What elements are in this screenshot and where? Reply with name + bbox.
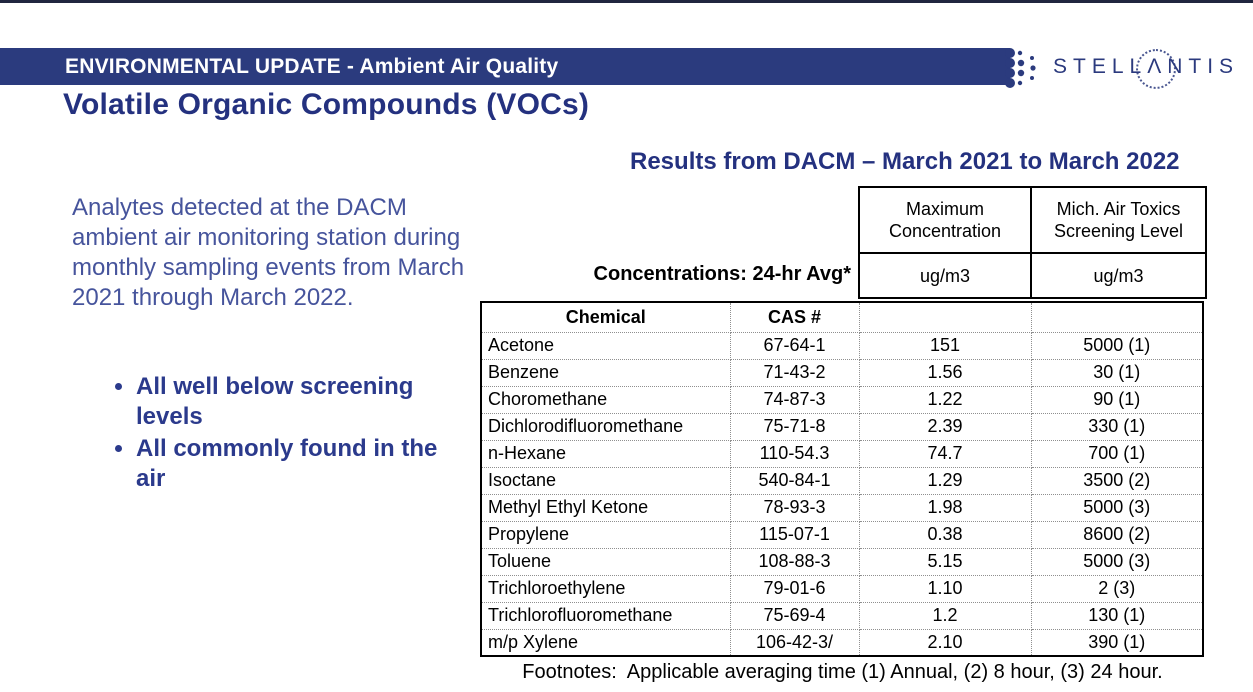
cell-screening-level: 390 (1) — [1031, 629, 1203, 656]
table-row — [481, 575, 1203, 602]
cell-cas: 540-84-1 — [730, 467, 859, 494]
stellantis-logo — [1053, 52, 1239, 82]
table-row — [481, 359, 1203, 386]
cell-chemical: Benzene — [481, 359, 730, 386]
logo-caret-icon: Λ — [1147, 55, 1168, 78]
cell-cas: 78-93-3 — [730, 494, 859, 521]
table-header-row — [481, 302, 1203, 332]
chemicals-table — [480, 301, 1204, 657]
bullet-item: • All well below screening levels — [136, 372, 445, 432]
cell-max-concentration: 1.29 — [859, 467, 1031, 494]
cell-chemical: Choromethane — [481, 386, 730, 413]
bullet-item: • All commonly found in the air — [136, 434, 445, 494]
unit-max-concentration: ug/m3 — [859, 253, 1031, 298]
cell-max-concentration: 2.10 — [859, 629, 1031, 656]
cell-screening-level: 5000 (3) — [1031, 494, 1203, 521]
logo-text-left: STELL — [1053, 55, 1148, 78]
cell-cas: 75-69-4 — [730, 602, 859, 629]
cell-screening-level: 5000 (3) — [1031, 548, 1203, 575]
cell-screening-level: 700 (1) — [1031, 440, 1203, 467]
cell-screening-level: 30 (1) — [1031, 359, 1203, 386]
logo-text-right: NTIS — [1167, 55, 1240, 78]
cell-chemical: Propylene — [481, 521, 730, 548]
cell-cas: 74-87-3 — [730, 386, 859, 413]
cell-max-concentration: 74.7 — [859, 440, 1031, 467]
cell-screening-level: 130 (1) — [1031, 602, 1203, 629]
cell-cas: 71-43-2 — [730, 359, 859, 386]
units-header-box — [858, 186, 1207, 299]
cell-chemical: Trichlorofluoromethane — [481, 602, 730, 629]
cell-max-concentration: 2.39 — [859, 413, 1031, 440]
table-row — [481, 521, 1203, 548]
cell-max-concentration: 151 — [859, 332, 1031, 359]
cell-chemical: Toluene — [481, 548, 730, 575]
table-row — [481, 332, 1203, 359]
column-label-max-concentration: Maximum Concentration — [859, 187, 1031, 253]
cell-chemical: Isoctane — [481, 467, 730, 494]
cell-max-concentration: 1.2 — [859, 602, 1031, 629]
concentrations-row-label: Concentrations: 24-hr Avg* — [593, 263, 851, 285]
table-row — [481, 548, 1203, 575]
cell-chemical: Methyl Ethyl Ketone — [481, 494, 730, 521]
banner — [0, 48, 1010, 85]
footnotes: Footnotes: Applicable averaging time (1) Annual, (2) 8 hour, (3) 24 hour. — [522, 661, 1163, 683]
cell-chemical: m/p Xylene — [481, 629, 730, 656]
bullet-list — [100, 372, 445, 496]
cell-screening-level: 2 (3) — [1031, 575, 1203, 602]
table-row — [481, 629, 1203, 656]
intro-paragraph: Analytes detected at the DACM ambient air monitoring station during monthly sampling events from March 2021 through March 2022. — [72, 194, 465, 311]
page-title: Volatile Organic Compounds (VOCs) — [63, 88, 590, 121]
cell-cas: 108-88-3 — [730, 548, 859, 575]
cell-chemical: Acetone — [481, 332, 730, 359]
table-row — [481, 494, 1203, 521]
cell-cas: 67-64-1 — [730, 332, 859, 359]
top-border-line — [0, 0, 1253, 3]
cell-cas: 79-01-6 — [730, 575, 859, 602]
banner-title: ENVIRONMENTAL UPDATE - Ambient Air Quality — [65, 54, 559, 78]
stellantis-banner-dots-icon — [1005, 44, 1055, 94]
cell-cas: 115-07-1 — [730, 521, 859, 548]
cell-cas: 75-71-8 — [730, 413, 859, 440]
table-row — [481, 467, 1203, 494]
cell-chemical: n-Hexane — [481, 440, 730, 467]
header-screening-empty — [1031, 302, 1203, 332]
cell-screening-level: 3500 (2) — [1031, 467, 1203, 494]
cell-screening-level: 8600 (2) — [1031, 521, 1203, 548]
cell-screening-level: 90 (1) — [1031, 386, 1203, 413]
cell-cas: 110-54.3 — [730, 440, 859, 467]
table-row — [481, 386, 1203, 413]
cell-max-concentration: 0.38 — [859, 521, 1031, 548]
cell-max-concentration: 1.56 — [859, 359, 1031, 386]
cell-max-concentration: 5.15 — [859, 548, 1031, 575]
cell-screening-level: 5000 (1) — [1031, 332, 1203, 359]
cell-cas: 106-42-3/ — [730, 629, 859, 656]
header-max-empty — [859, 302, 1031, 332]
cell-chemical: Trichloroethylene — [481, 575, 730, 602]
column-label-screening-level: Mich. Air Toxics Screening Level — [1031, 187, 1206, 253]
unit-screening-level: ug/m3 — [1031, 253, 1206, 298]
header-cas: CAS # — [730, 302, 859, 332]
cell-max-concentration: 1.22 — [859, 386, 1031, 413]
cell-chemical: Dichlorodifluoromethane — [481, 413, 730, 440]
table-row — [481, 440, 1203, 467]
cell-max-concentration: 1.98 — [859, 494, 1031, 521]
table-row — [481, 602, 1203, 629]
table-row — [481, 413, 1203, 440]
cell-screening-level: 330 (1) — [1031, 413, 1203, 440]
cell-max-concentration: 1.10 — [859, 575, 1031, 602]
results-heading: Results from DACM – March 2021 to March 2022 — [630, 148, 1180, 175]
header-chemical: Chemical — [481, 302, 730, 332]
